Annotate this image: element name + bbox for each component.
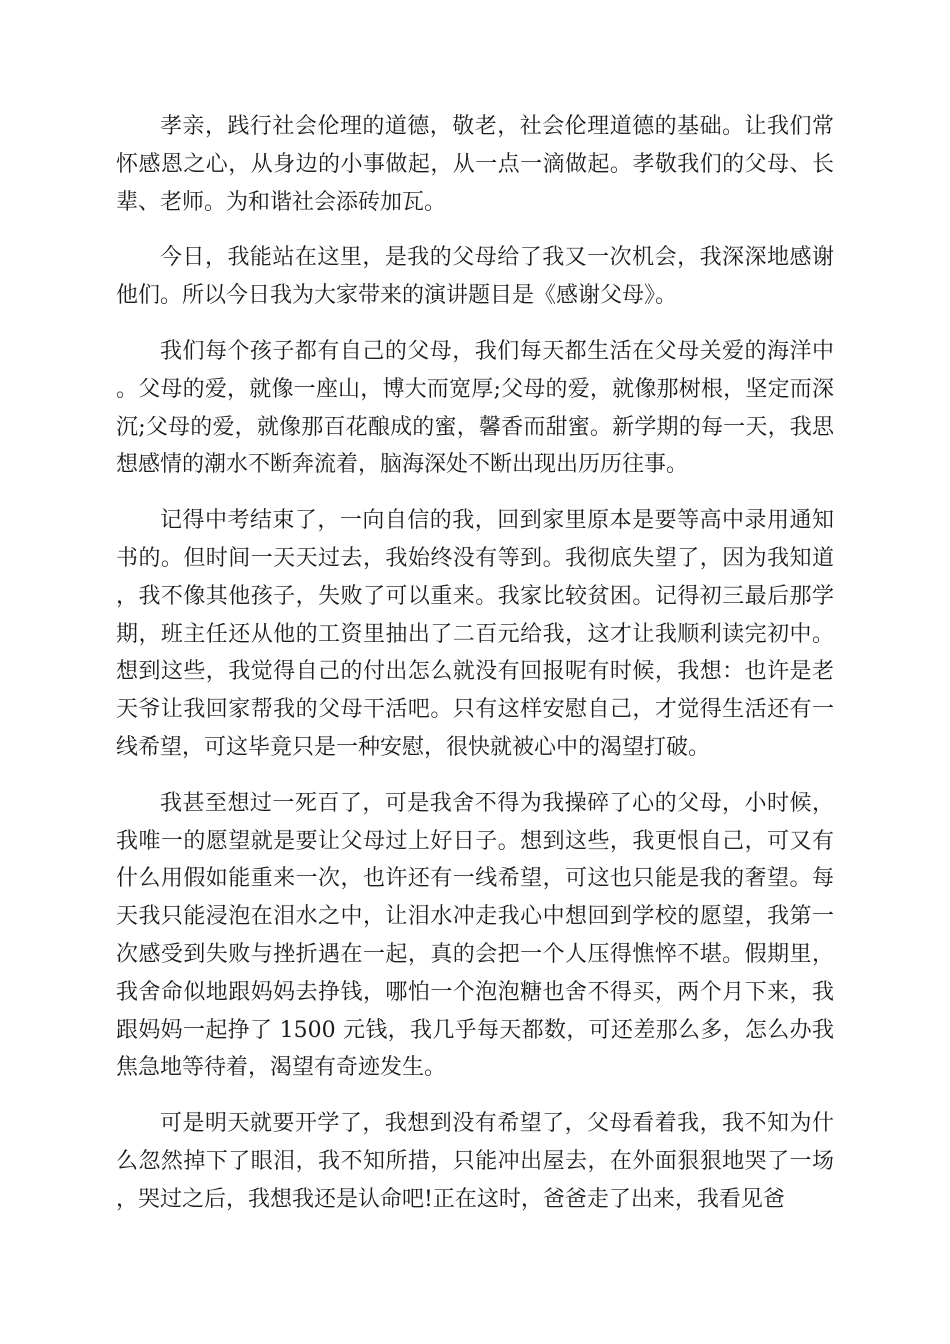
paragraph-2: 今日，我能站在这里，是我的父母给了我又一次机会，我深深地感谢他们。所以今日我为大家带来的演讲题目是《感谢父母》。 — [116, 245, 834, 309]
paragraph-4: 记得中考结束了，一向自信的我，回到家里原本是要等高中录用通知书的。但时间一天天过去，我始终没有等到。我彻底失望了，因为我知道，我不像其他孩子，失败了可以重来。我家比较贫困。记得初三最后那学期，班主任还从他的工资里抽出了二百元给我，这才让我顺利读完初中。想到这些，我觉得自己的付出怎么就没有回报呢有时候，我想：也许是老天爷让我回家帮我的父母干活吧。只有这样安慰自己，才觉得生活还有一线希望，可这毕竟只是一种安慰，很快就被心中的渴望打破。 — [116, 508, 834, 760]
paragraph-6: 可是明天就要开学了，我想到没有希望了，父母看着我，我不知为什么忽然掉下了眼泪，我不知所措，只能冲出屋去，在外面狠狠地哭了一场，哭过之后，我想我还是认命吧!正在这时，爸爸走了出来，我看见爸 — [116, 1111, 834, 1212]
paragraph-5: 我甚至想过一死百了，可是我舍不得为我操碎了心的父母，小时候，我唯一的愿望就是要让父母过上好日子。想到这些，我更恨自己，可又有什么用假如能重来一次，也许还有一线希望，可这也只能是我的奢望。每天我只能浸泡在泪水之中，让泪水冲走我心中想回到学校的愿望，我第一次感受到失败与挫折遇在一起，真的会把一个人压得憔悴不堪。假期里，我舍命似地跟妈妈去挣钱，哪怕一个泡泡糖也舍不得买，两个月下来，我跟妈妈一起挣了 1500 元钱，我几乎每天都数，可还差那么多，怎么办我焦急地等待着，渴望有奇迹发生。 — [116, 790, 834, 1081]
paragraph-1: 孝亲，践行社会伦理的道德，敬老，社会伦理道德的基础。让我们常怀感恩之心，从身边的小事做起，从一点一滴做起。孝敬我们的父母、长辈、老师。为和谐社会添砖加瓦。 — [116, 114, 834, 215]
paragraph-3: 我们每个孩子都有自己的父母，我们每天都生活在父母关爱的海洋中。父母的爱，就像一座山，博大而宽厚;父母的爱，就像那树根，坚定而深沉;父母的爱，就像那百花酿成的蜜，馨香而甜蜜。新学期的每一天，我思想感情的潮水不断奔流着，脑海深处不断出现出历历往事。 — [116, 338, 834, 478]
document-page — [116, 108, 834, 1237]
